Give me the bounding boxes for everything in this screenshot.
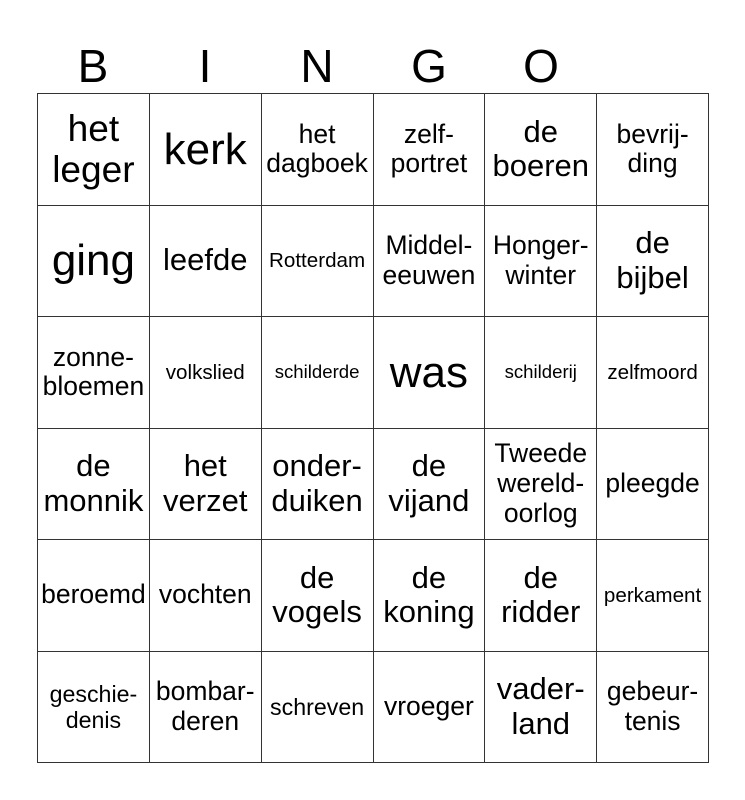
bingo-cell-text: Tweede — [494, 438, 588, 469]
bingo-cell-text: bloemen — [42, 371, 145, 402]
bingo-cell[interactable] — [150, 429, 262, 541]
bingo-cell-text: schilderij — [504, 360, 577, 382]
bingo-cell-text: beroemd — [41, 579, 146, 610]
bingo-cell-text: eeuwen — [382, 259, 476, 290]
bingo-cell-text: bombar- — [155, 676, 255, 707]
bingo-cell-text: leefde — [163, 242, 248, 278]
bingo-cell-text: het — [298, 118, 336, 149]
bingo-cell[interactable] — [374, 540, 486, 652]
bingo-cell-text: monnik — [43, 482, 144, 518]
bingo-cell[interactable] — [485, 429, 597, 541]
bingo-cell[interactable] — [374, 429, 486, 541]
bingo-cell-text: Rotterdam — [269, 249, 366, 273]
bingo-cell[interactable] — [597, 429, 709, 541]
bingo-cell-text: duiken — [271, 482, 363, 518]
bingo-cell-text: winter — [505, 259, 577, 290]
bingo-cell[interactable] — [150, 652, 262, 764]
bingo-cell-text: portret — [390, 148, 468, 179]
bingo-cell[interactable] — [262, 317, 374, 429]
bingo-board — [37, 93, 709, 763]
bingo-cell[interactable] — [485, 317, 597, 429]
bingo-cell-text: zelf- — [403, 118, 454, 149]
bingo-cell[interactable] — [150, 206, 262, 318]
bingo-cell-text: onder- — [272, 448, 362, 484]
bingo-cell-text: de — [635, 225, 670, 261]
bingo-cell-text: vader- — [496, 671, 585, 707]
bingo-cell-text: de — [299, 559, 335, 595]
bingo-cell-text: Middel- — [385, 230, 473, 261]
bingo-cell-text: gebeur- — [606, 676, 699, 707]
bingo-cell-text: koning — [383, 594, 475, 630]
bingo-cell[interactable] — [597, 206, 709, 318]
bingo-cell-text: kerk — [163, 124, 247, 174]
bingo-cell-text: het — [183, 448, 227, 484]
bingo-cell[interactable] — [485, 652, 597, 764]
bingo-cell[interactable] — [374, 94, 486, 206]
bingo-cell-text: zonne- — [52, 341, 134, 372]
bingo-header — [37, 38, 709, 94]
bingo-cell[interactable] — [262, 540, 374, 652]
bingo-cell-text: tenis — [624, 705, 681, 736]
bingo-cell[interactable] — [262, 94, 374, 206]
bingo-cell-text: ridder — [501, 594, 581, 630]
bingo-cell[interactable] — [262, 206, 374, 318]
bingo-cell[interactable] — [150, 540, 262, 652]
bingo-cell-text: oorlog — [503, 497, 578, 528]
bingo-cell[interactable] — [38, 317, 150, 429]
bingo-cell-text: ging — [51, 236, 135, 286]
bingo-cell[interactable] — [374, 652, 486, 764]
header-letter-o: O — [523, 40, 559, 92]
bingo-cell[interactable] — [262, 652, 374, 764]
bingo-cell-text: volkslied — [165, 360, 245, 384]
bingo-cell[interactable] — [597, 540, 709, 652]
bingo-cell-text: bevrij- — [616, 118, 689, 149]
bingo-cell[interactable] — [150, 94, 262, 206]
bingo-cell[interactable] — [485, 94, 597, 206]
bingo-cell-text: schilderde — [274, 360, 360, 382]
bingo-cell-text: Honger- — [492, 230, 589, 261]
bingo-cell-text: land — [511, 705, 571, 741]
bingo-cell[interactable] — [597, 317, 709, 429]
bingo-cell[interactable] — [38, 652, 150, 764]
bingo-cell[interactable] — [262, 429, 374, 541]
bingo-cell-text: vochten — [158, 579, 252, 610]
bingo-cell[interactable] — [485, 206, 597, 318]
bingo-cell[interactable] — [38, 540, 150, 652]
header-letter-i: I — [198, 40, 212, 92]
bingo-cell[interactable] — [485, 540, 597, 652]
bingo-cell-text: zelfmoord — [607, 360, 698, 384]
bingo-cell-text: dagboek — [266, 148, 368, 179]
bingo-cell-text: vroeger — [383, 690, 474, 721]
bingo-cell[interactable] — [374, 206, 486, 318]
bingo-cell-text: de — [523, 113, 558, 149]
bingo-cell-text: verzet — [163, 482, 248, 518]
bingo-cell-text: boeren — [492, 148, 589, 184]
bingo-cell[interactable] — [38, 94, 150, 206]
bingo-cell-text: leger — [52, 148, 135, 191]
bingo-cell-text: de — [411, 448, 447, 484]
bingo-cell-text: schreven — [270, 693, 365, 720]
header-letter-n: N — [300, 40, 334, 92]
bingo-cell-text: ding — [627, 148, 678, 179]
bingo-cell-text: de — [523, 559, 558, 595]
bingo-cell-text: vijand — [388, 482, 470, 518]
header-empty — [597, 38, 709, 94]
bingo-cell-text: pleegde — [605, 467, 700, 498]
bingo-cell-text: geschie- — [49, 680, 138, 707]
bingo-cell-text: het — [67, 106, 120, 149]
header-letter-b: B — [77, 40, 109, 92]
bingo-cell-text: was — [389, 347, 469, 397]
bingo-cell-text: de — [76, 448, 111, 484]
bingo-cell-text: perkament — [603, 583, 702, 607]
header-letter-g: G — [411, 40, 447, 92]
bingo-cell[interactable] — [38, 429, 150, 541]
bingo-cell-text: wereld- — [497, 467, 585, 498]
bingo-cell-text: deren — [171, 705, 240, 736]
bingo-cell[interactable] — [597, 94, 709, 206]
bingo-cell[interactable] — [374, 317, 486, 429]
bingo-cell-text: bijbel — [616, 259, 689, 295]
bingo-cell[interactable] — [597, 652, 709, 764]
bingo-cell-text: denis — [65, 706, 122, 733]
bingo-cell[interactable] — [150, 317, 262, 429]
bingo-cell-text: vogels — [272, 594, 362, 630]
bingo-cell-text: de — [411, 559, 447, 595]
bingo-cell[interactable] — [38, 206, 150, 318]
